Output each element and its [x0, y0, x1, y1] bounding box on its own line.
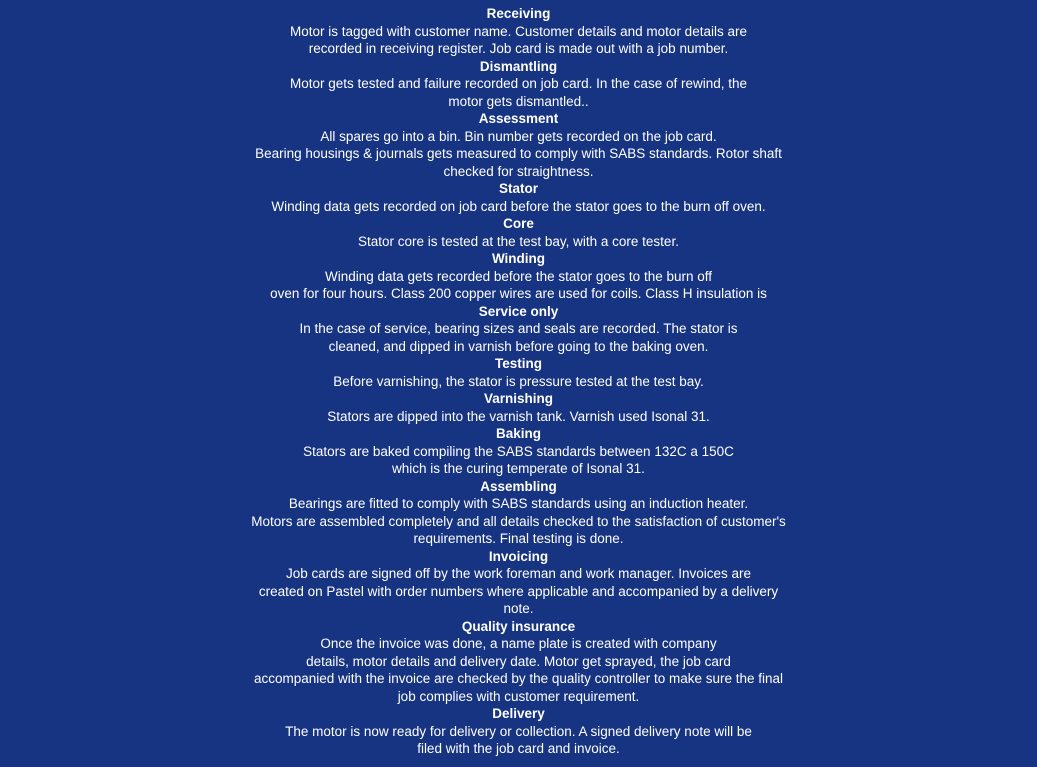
- section-title: Baking: [495, 426, 541, 441]
- section-text-line: oven for four hours. Class 200 copper wires are used for coils. Class H insulation is: [270, 286, 767, 301]
- section-text-line: created on Pastel with order numbers where applicable and accompanied by a delivery: [258, 583, 779, 599]
- section-core: [0, 215, 1037, 250]
- section-text-line: Bearing housings & journals gets measured to comply with SABS standards. Rotor shaft: [255, 146, 782, 161]
- section-title: Delivery: [492, 706, 545, 721]
- section-text-line: filed with the job card and invoice.: [417, 741, 620, 756]
- section-stator: [0, 180, 1037, 215]
- section-text-line: Stators are dipped into the varnish tank. Varnish used Isonal 31.: [327, 408, 710, 424]
- section-text-line: Job cards are signed off by the work foreman and work manager. Invoices are: [286, 566, 751, 581]
- section-delivery: [0, 705, 1037, 758]
- section-title: Invoicing: [488, 548, 549, 564]
- section-text-line: Bearings are fitted to comply with SABS standards using an induction heater.: [288, 496, 749, 511]
- section-text-line: Once the invoice was done, a name plate is created with company: [320, 636, 717, 651]
- section-title: Assembling: [480, 478, 557, 494]
- section-text-line: Stators are baked compiling the SABS standards between 132C a 150C: [303, 443, 734, 459]
- section-title: Varnishing: [483, 391, 554, 406]
- section-text-line: The motor is now ready for delivery or collection. A signed delivery note will be: [285, 723, 752, 739]
- section-text-line: checked for straightness.: [443, 163, 594, 179]
- process-description: [0, 5, 1037, 758]
- section-title: Core: [503, 216, 534, 231]
- section-text-line: In the case of service, bearing sizes and seals are recorded. The stator is: [299, 321, 738, 336]
- section-assembling: [0, 478, 1037, 548]
- section-text-line: requirements. Final testing is done.: [413, 531, 624, 546]
- section-text-line: Motor is tagged with customer name. Customer details and motor details are: [290, 23, 747, 39]
- section-text-line: Motor gets tested and failure recorded on job card. In the case of rewind, the: [289, 76, 748, 91]
- section-varnishing: [0, 390, 1037, 425]
- section-title: Dismantling: [479, 58, 558, 74]
- section-receiving: [0, 5, 1037, 58]
- section-testing: [0, 355, 1037, 390]
- section-dismantling: [0, 58, 1037, 111]
- section-invoicing: [0, 548, 1037, 618]
- section-text-line: Before varnishing, the stator is pressure tested at the test bay.: [333, 373, 704, 389]
- section-service-only: [0, 303, 1037, 356]
- section-text-line: motor gets dismantled..: [448, 93, 589, 109]
- section-text-line: note.: [503, 601, 534, 616]
- section-title: Assessment: [478, 111, 559, 126]
- section-title: Quality insurance: [461, 618, 576, 634]
- section-text-line: which is the curing temperate of Isonal 31.: [392, 461, 645, 476]
- section-text-line: Winding data gets recorded before the stator goes to the burn off: [325, 268, 712, 284]
- section-title: Service only: [478, 303, 559, 319]
- section-title: Receiving: [486, 6, 551, 21]
- section-text-line: Stator core is tested at the test bay, with a core tester.: [358, 233, 679, 249]
- section-baking: [0, 425, 1037, 478]
- section-text-line: accompanied with the invoice are checked by the quality controller to make sure the final: [253, 671, 784, 686]
- section-text-line: recorded in receiving register. Job card is made out with a job number.: [308, 41, 729, 56]
- section-text-line: Winding data gets recorded on job card before the stator goes to the burn off oven.: [271, 198, 766, 214]
- section-winding: [0, 250, 1037, 303]
- section-quality-insurance: [0, 618, 1037, 706]
- section-title: Testing: [495, 356, 542, 371]
- section-assessment: [0, 110, 1037, 180]
- section-text-line: details, motor details and delivery date. Motor get sprayed, the job card: [306, 653, 731, 669]
- section-text-line: All spares go into a bin. Bin number gets recorded on the job card.: [320, 128, 717, 144]
- section-text-line: job complies with customer requirement.: [397, 688, 640, 704]
- section-text-line: cleaned, and dipped in varnish before going to the baking oven.: [328, 338, 709, 354]
- section-title: Stator: [498, 181, 538, 196]
- section-title: Winding: [491, 251, 546, 266]
- section-text-line: Motors are assembled completely and all details checked to the satisfaction of customer's: [251, 513, 786, 529]
